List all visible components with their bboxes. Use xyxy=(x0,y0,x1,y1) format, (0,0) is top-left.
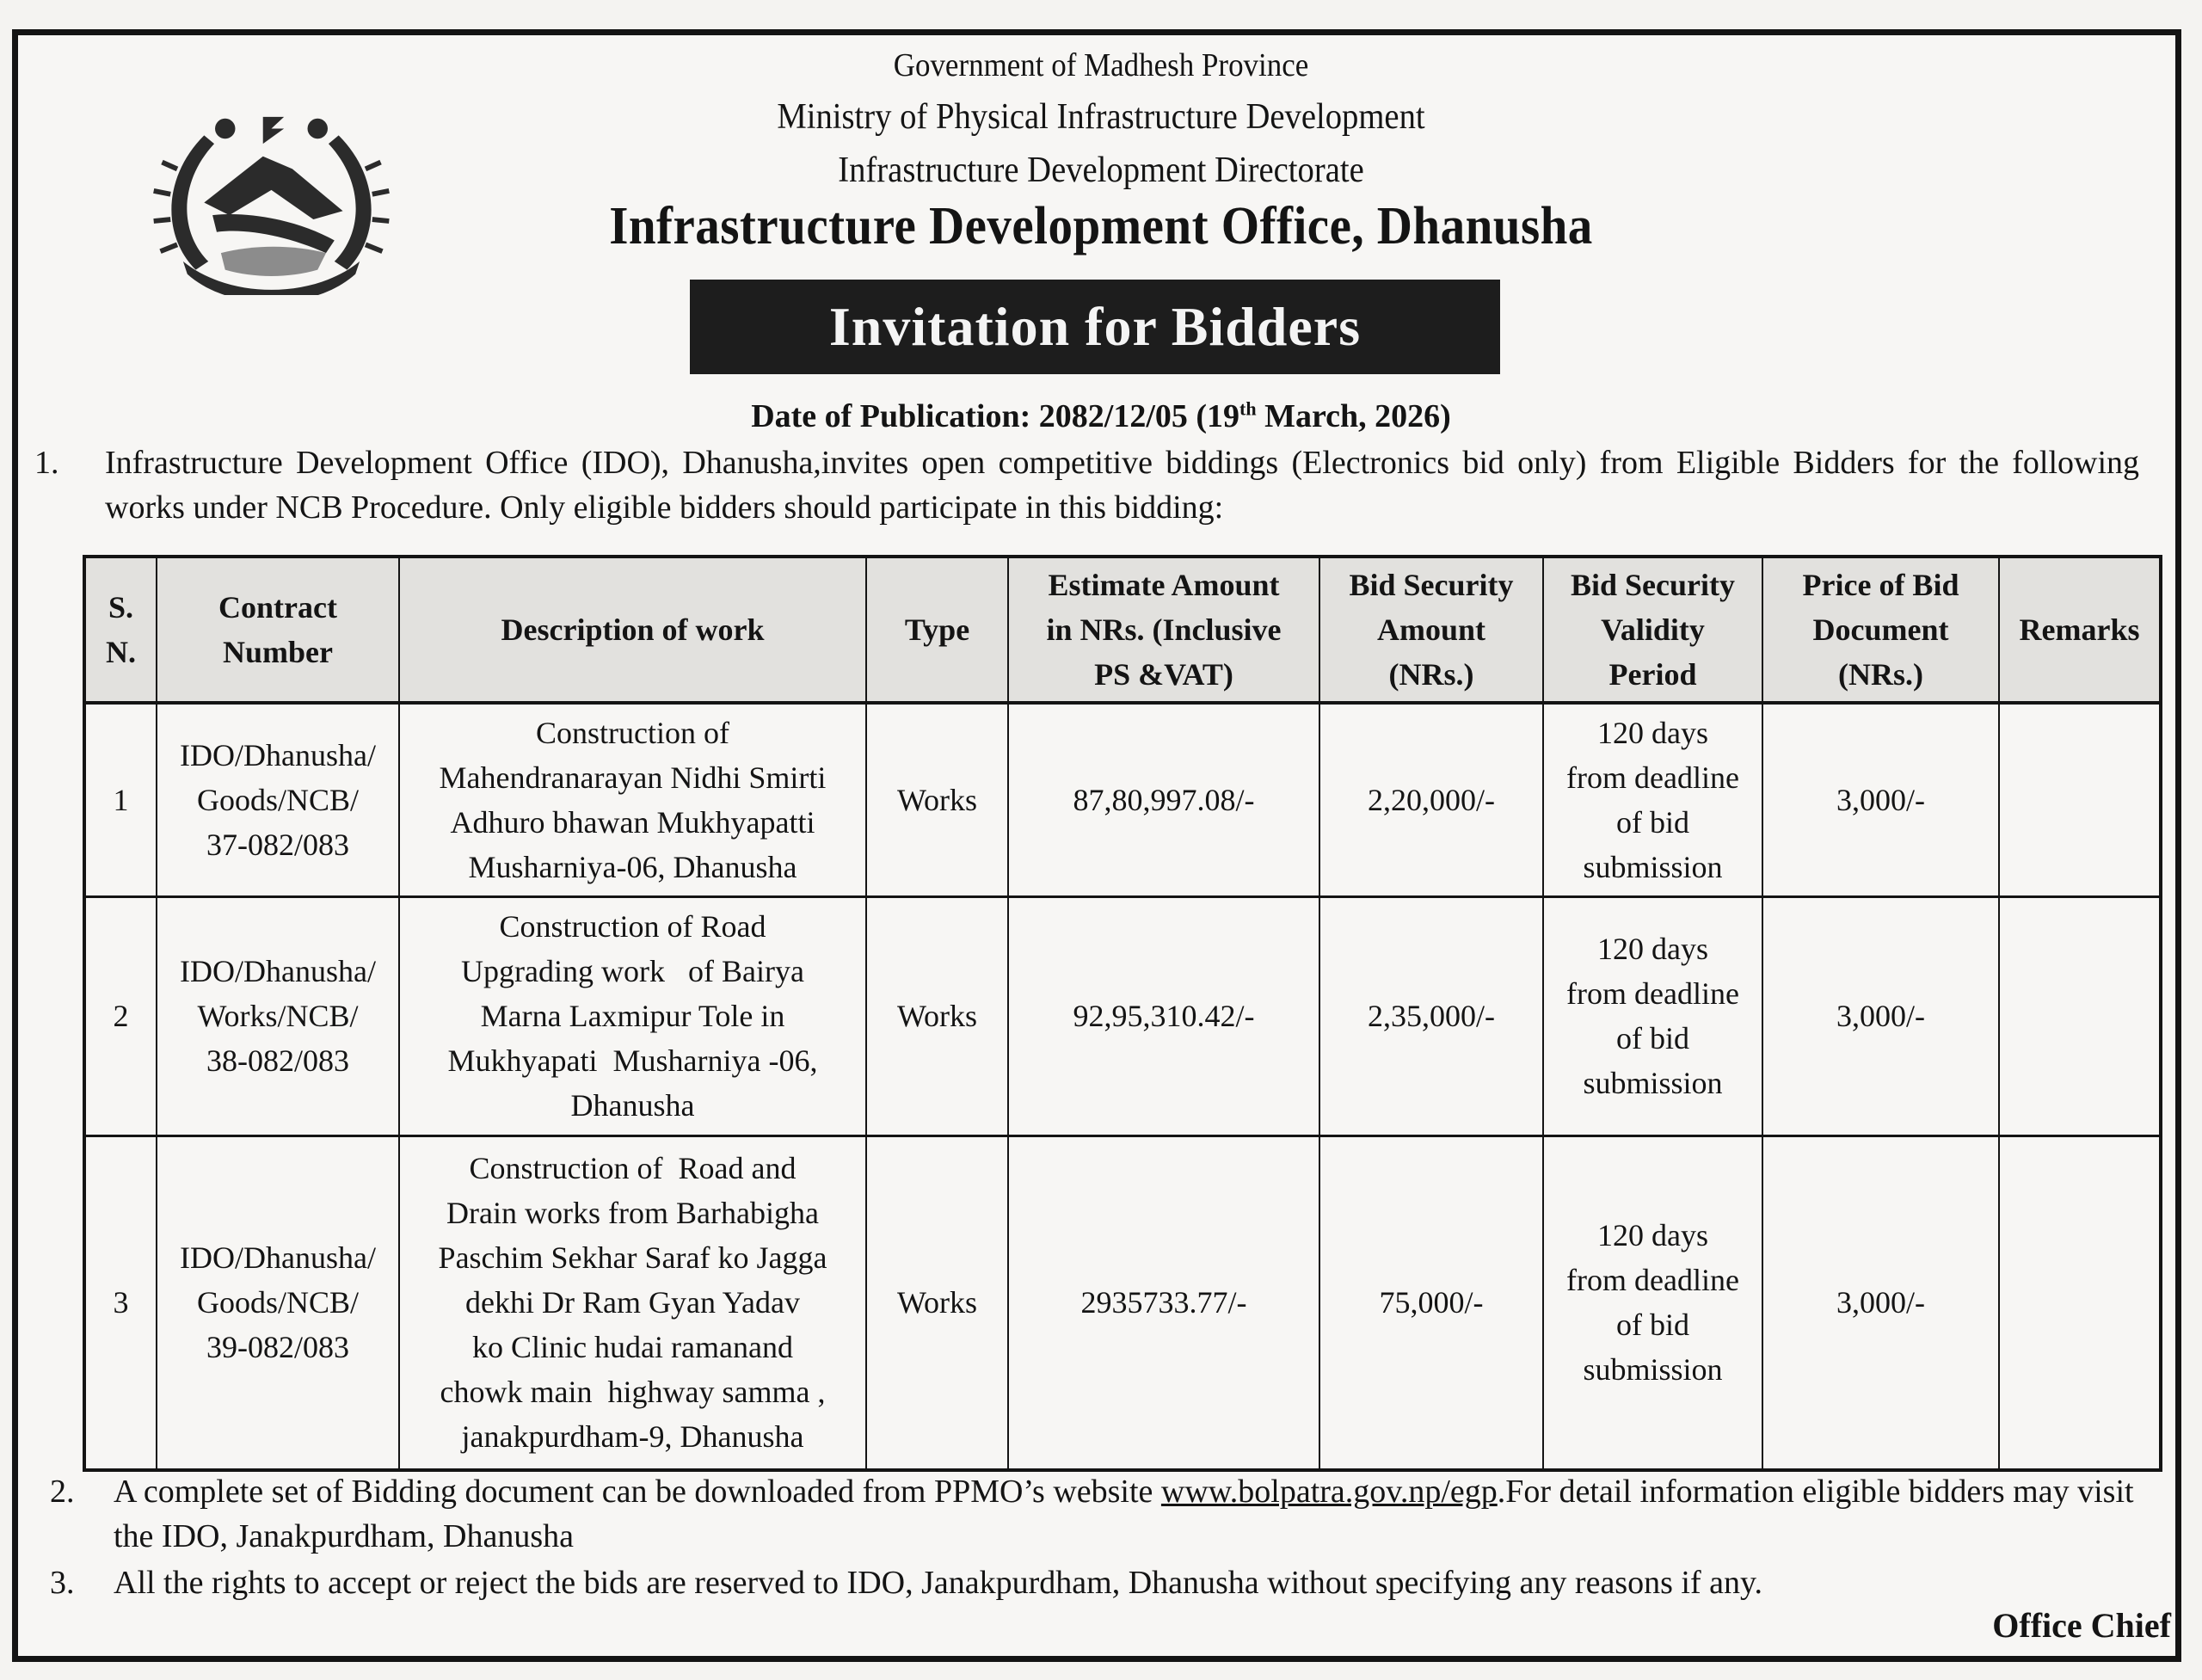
bids-table xyxy=(83,555,2162,1472)
header-description xyxy=(399,557,866,703)
cell-bid-security-validity xyxy=(1543,896,1762,1135)
paragraph-3 xyxy=(50,1560,2174,1608)
cell-line: chowk main highway samma , xyxy=(440,1375,826,1410)
cell-line: Construction of xyxy=(536,715,729,750)
cell-description xyxy=(399,703,866,896)
cell-line: 38-082/083 xyxy=(206,1043,349,1078)
cell-line: Paschim Sekhar Saraf ko Jagga xyxy=(438,1240,827,1276)
cell-contract-number xyxy=(157,703,399,896)
cell-line: 37-082/083 xyxy=(206,827,349,862)
cell-line: IDO/Dhanusha/ xyxy=(180,737,376,772)
cell-line: Contract xyxy=(218,590,337,625)
table-header-row xyxy=(84,557,2161,703)
cell-line: submission xyxy=(1583,1066,1723,1100)
paragraph-text: Infrastructure Development Office (IDO), Dhanusha,invites open competitive biddings (Electronics bid only) from Eligible Bidders for the following works under NCB Procedure. Only eligible bidders should participate in this bidding: xyxy=(105,445,2139,526)
cell-bid-security-amount: 75,000/- xyxy=(1319,1135,1543,1470)
cell-line: Remarks xyxy=(2019,612,2140,647)
cell-line: Amount xyxy=(1376,612,1486,647)
cell-description xyxy=(399,1135,866,1470)
header-remarks xyxy=(1999,557,2161,703)
cell-line: Validity xyxy=(1601,612,1705,647)
cell-price-of-bid-document: 3,000/- xyxy=(1762,1135,1999,1470)
cell-line: dekhi Dr Ram Gyan Yadav xyxy=(465,1285,800,1320)
cell-line: Construction of Road and xyxy=(469,1151,797,1186)
publication-date-day: 19 xyxy=(1207,398,1240,434)
cell-line: in NRs. (Inclusive xyxy=(1046,612,1282,647)
table-row xyxy=(84,1135,2161,1470)
cell-line: Marna Laxmipur Tole in xyxy=(480,999,785,1033)
cell-bid-security-validity xyxy=(1543,1135,1762,1470)
cell-line: IDO/Dhanusha/ xyxy=(180,1240,376,1276)
publication-date-bs: 2082/12/05 xyxy=(1038,398,1188,434)
notice-title: Invitation for Bidders xyxy=(828,296,1362,357)
cell-line: Type xyxy=(904,612,970,647)
cell-line: (NRs.) xyxy=(1838,657,1923,692)
cell-line: PS &VAT) xyxy=(1094,657,1233,692)
cell-line: Drain works from Barhabigha xyxy=(446,1196,819,1231)
cell-line: submission xyxy=(1583,849,1723,884)
header-type xyxy=(866,557,1008,703)
table-row xyxy=(84,703,2161,896)
cell-line: Upgrading work of Bairya xyxy=(461,954,804,988)
cell-line: Construction of Road xyxy=(499,909,766,944)
cell-estimate-amount: 92,95,310.42/- xyxy=(1008,896,1319,1135)
signature-office-chief: Office Chief xyxy=(1992,1606,2171,1645)
cell-line: 120 days xyxy=(1597,932,1708,966)
cell-bid-security-amount: 2,35,000/- xyxy=(1319,896,1543,1135)
bolpatra-website-link[interactable]: www.bolpatra.gov.np/egp xyxy=(1160,1474,1498,1510)
cell-line: janakpurdham-9, Dhanusha xyxy=(461,1419,804,1455)
cell-line: IDO/Dhanusha/ xyxy=(180,954,376,988)
cell-remarks xyxy=(1999,1135,2161,1470)
cell-line: Estimate Amount xyxy=(1048,568,1280,602)
table-row xyxy=(84,896,2161,1135)
cell-line: 39-082/083 xyxy=(206,1330,349,1365)
office-name: Infrastructure Development Office, Dhanusha xyxy=(609,197,1593,255)
paragraph-1 xyxy=(34,440,2168,535)
header-estimate-amount xyxy=(1008,557,1319,703)
cell-line: Bid Security xyxy=(1349,568,1514,602)
cell-line: of bid xyxy=(1616,1308,1689,1343)
cell-line: of bid xyxy=(1616,1021,1689,1055)
cell-price-of-bid-document: 3,000/- xyxy=(1762,896,1999,1135)
cell-line: 120 days xyxy=(1597,1218,1708,1253)
cell-estimate-amount: 87,80,997.08/- xyxy=(1008,703,1319,896)
publication-date-label: Date of Publication: xyxy=(751,398,1031,434)
cell-line: Document xyxy=(1812,612,1949,647)
cell-type: Works xyxy=(866,1135,1008,1470)
cell-line: Goods/NCB/ xyxy=(196,782,360,817)
paragraph-text: All the rights to accept or reject the bids are reserved to IDO, Janakpurdham, Dhanusha without specifying any reasons if any. xyxy=(114,1565,1762,1601)
cell-description xyxy=(399,896,866,1135)
header-sn xyxy=(84,557,157,703)
cell-line: from deadline xyxy=(1566,760,1739,795)
cell-remarks xyxy=(1999,896,2161,1135)
cell-line: Goods/NCB/ xyxy=(196,1285,360,1320)
directorate-name: Infrastructure Development Directorate xyxy=(838,151,1364,190)
cell-type: Works xyxy=(866,896,1008,1135)
header-contract-number xyxy=(157,557,399,703)
cell-bid-security-amount: 2,20,000/- xyxy=(1319,703,1543,896)
notice-title-banner xyxy=(690,280,1500,374)
cell-contract-number xyxy=(157,1135,399,1470)
cell-estimate-amount: 2935733.77/- xyxy=(1008,1135,1319,1470)
cell-line: Adhuro bhawan Mukhyapatti xyxy=(450,804,815,840)
cell-line: Works/NCB/ xyxy=(197,999,359,1033)
cell-price-of-bid-document: 3,000/- xyxy=(1762,703,1999,896)
cell-line: Price of Bid xyxy=(1802,568,1959,602)
paragraph-number: 1. xyxy=(34,445,59,481)
publication-date-ad: March, 2026 xyxy=(1264,398,1441,434)
cell-line: ko Clinic hudai ramanand xyxy=(472,1330,793,1365)
cell-line: Period xyxy=(1608,657,1697,692)
cell-bid-security-validity xyxy=(1543,703,1762,896)
header-bid-security-amount xyxy=(1319,557,1543,703)
cell-sn: 3 xyxy=(84,1135,157,1470)
paragraph-text-after-link: .For detail information eligible bidders may visit the IDO, Janakpurdham, Dhanusha xyxy=(114,1474,2134,1554)
ministry-name: Ministry of Physical Infrastructure Development xyxy=(777,97,1425,137)
publication-date: Date of Publication: 2082/12/05 (19th March, 2026) xyxy=(751,397,1451,434)
paragraph-number: 3. xyxy=(50,1565,75,1601)
publication-date-suffix: th xyxy=(1239,397,1257,420)
cell-line: Dhanusha xyxy=(570,1088,695,1123)
government-name: Government of Madhesh Province xyxy=(893,47,1309,83)
cell-line: (NRs.) xyxy=(1388,657,1474,692)
cell-line: Number xyxy=(223,635,333,669)
paragraph-text-before-link: A complete set of Bidding document can be downloaded from PPMO’s website xyxy=(114,1474,1161,1510)
cell-line: of bid xyxy=(1616,804,1689,840)
header-price-of-bid-document xyxy=(1762,557,1999,703)
cell-line: from deadline xyxy=(1566,1263,1739,1298)
header-bid-security-validity xyxy=(1543,557,1762,703)
cell-line: Musharniya-06, Dhanusha xyxy=(468,849,797,884)
cell-sn: 1 xyxy=(84,703,157,896)
cell-line: N. xyxy=(106,635,136,669)
cell-contract-number xyxy=(157,896,399,1135)
cell-line: Bid Security xyxy=(1570,568,1735,602)
cell-line: 120 days xyxy=(1597,715,1708,750)
cell-line: submission xyxy=(1583,1352,1723,1388)
cell-line: S. xyxy=(108,590,134,625)
cell-line: Mukhyapati Musharniya -06, xyxy=(447,1043,818,1078)
cell-remarks xyxy=(1999,703,2161,896)
paragraph-2 xyxy=(50,1469,2174,1564)
cell-line: Mahendranarayan Nidhi Smirti xyxy=(439,760,827,795)
cell-type: Works xyxy=(866,703,1008,896)
paragraph-text xyxy=(114,1469,2178,1559)
cell-sn: 2 xyxy=(84,896,157,1135)
cell-line: Description of work xyxy=(501,612,765,647)
cell-line: from deadline xyxy=(1566,976,1739,1011)
paragraph-number: 2. xyxy=(50,1474,75,1510)
